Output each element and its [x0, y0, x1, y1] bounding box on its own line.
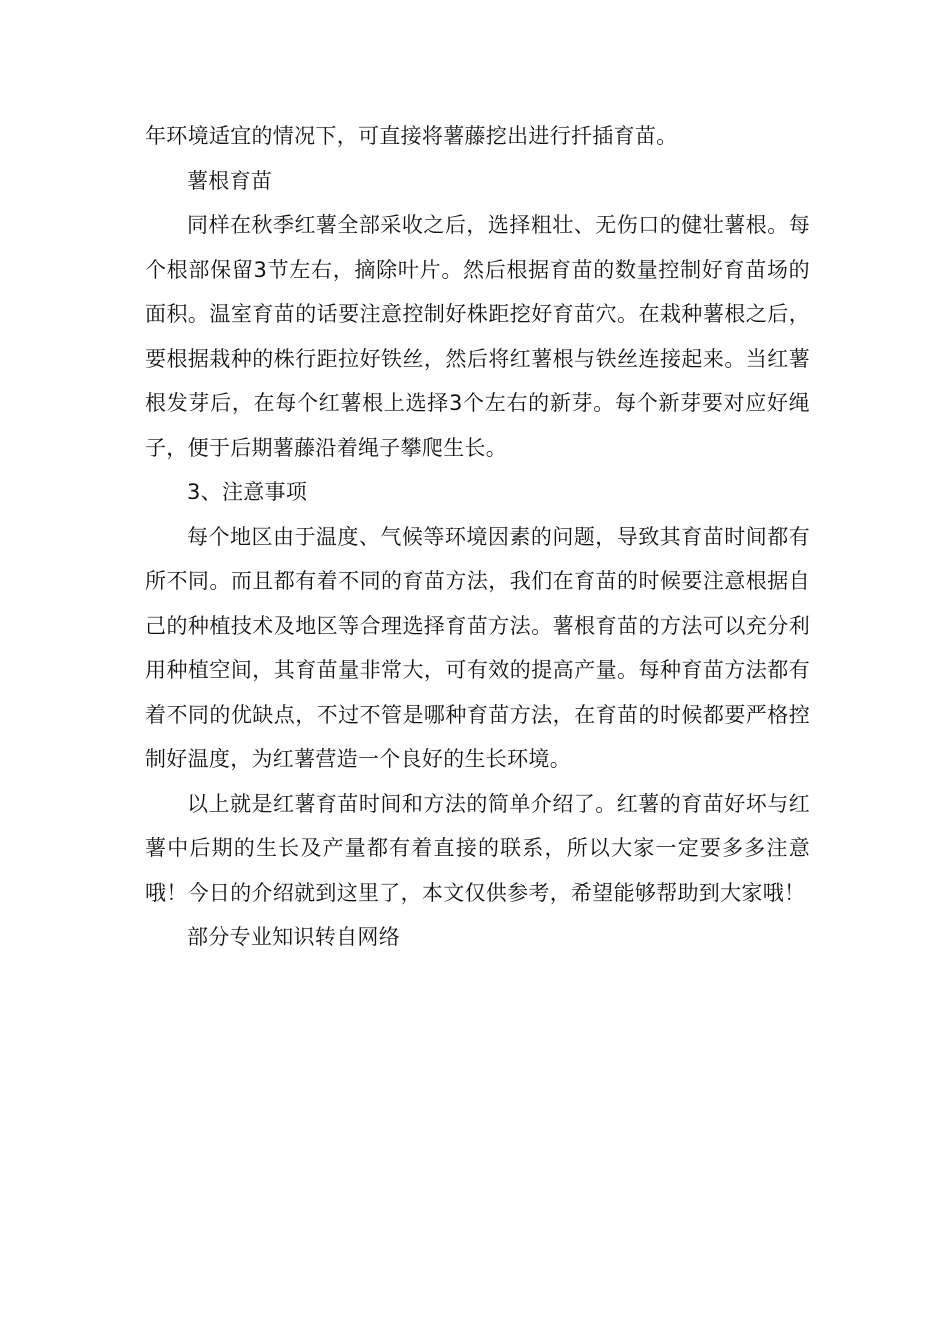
section-heading-root-seedling: 薯根育苗 [187, 168, 273, 193]
section-heading-notes: 3、注意事项 [187, 480, 308, 504]
paragraph-root-seedling-method: 同样在秋季红薯全部采收之后，选择粗壮、无伤口的健壮薯根。每个根部保留3节左右，摘除叶片。然后根据育苗的数量控制好育苗场的面积。温室育苗的话要注意控制好株距挖好育苗穴。在栽种薯根之后，要根据栽种的株行距拉好铁丝，然后将红薯根与铁丝连接起来。当红薯根发芽后，在每个红薯根上选择3个左右的新芽。每个新芽要对应好绳子，便于后期薯藤沿着绳子攀爬生长。 [145, 213, 810, 460]
source-note: 部分专业知识转自网络 [187, 925, 400, 949]
document-body [145, 114, 810, 960]
paragraph-notes: 每个地区由于温度、气候等环境因素的问题，导致其育苗时间都有所不同。而且都有着不同的育苗方法，我们在育苗的时候要注意根据自己的种植技术及地区等合理选择育苗方法。薯根育苗的方法可以充分利用种植空间，其育苗量非常大，可有效的提高产量。每种育苗方法都有着不同的优缺点，不过不管是哪种育苗方法，在育苗的时候都要严格控制好温度，为红薯营造一个良好的生长环境。 [145, 524, 810, 771]
paragraph-continuation: 年环境适宜的情况下，可直接将薯藤挖出进行扦插育苗。 [145, 124, 678, 148]
paragraph-conclusion: 以上就是红薯育苗时间和方法的简单介绍了。红薯的育苗好坏与红薯中后期的生长及产量都有着直接的联系，所以大家一定要多多注意哦！今日的介绍就到这里了，本文仅供参考，希望能够帮助到大家哦！ [145, 791, 810, 905]
